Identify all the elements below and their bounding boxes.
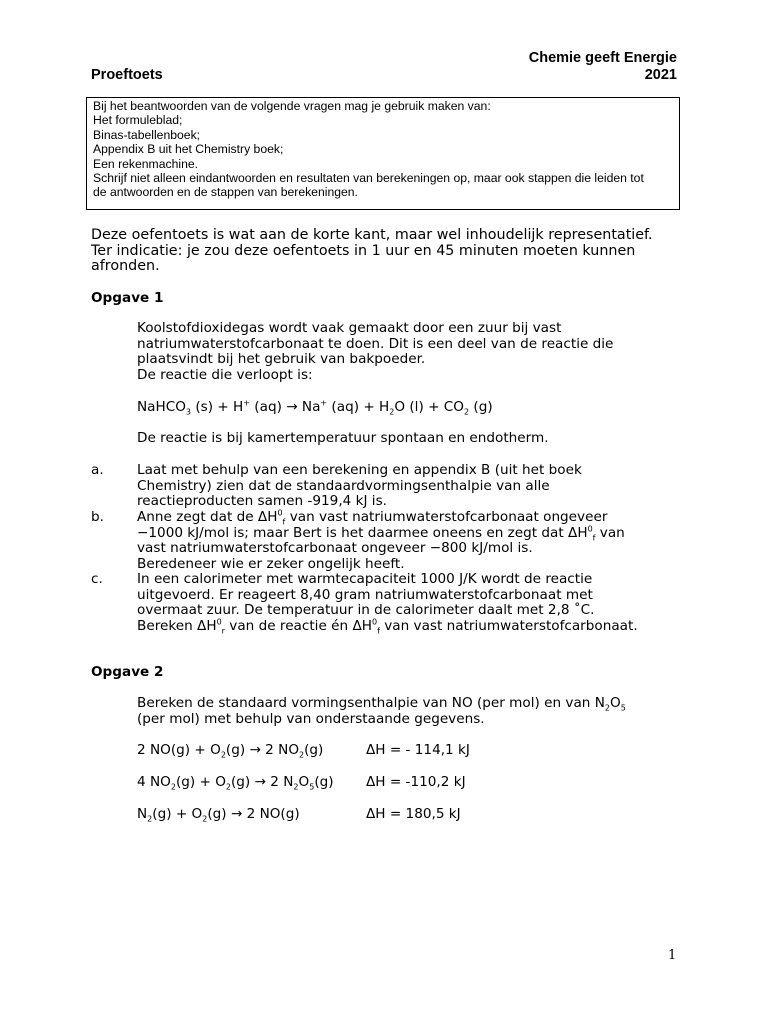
intro-line: afronden. — [91, 258, 160, 275]
q1a-label: a. — [91, 462, 104, 478]
q1-intro-line: natriumwaterstofcarbonaat te doen. Dit is een deel van de reactie die — [137, 335, 614, 352]
page-number: 1 — [668, 948, 677, 963]
course-name: Chemie geeft Energie — [528, 50, 677, 66]
instruction-line: Het formuleblad; — [93, 113, 183, 128]
instruction-line: Appendix B uit het Chemistry boek; — [93, 142, 284, 157]
q1-intro-line: plaatsvindt bij het gebruik van bakpoeder. — [137, 351, 426, 368]
course-year: 2021 — [644, 67, 677, 83]
q2-equation-2: 4 $NO_2(g) + O_2(g) \to 2$ $N_2O_5(g)$ — [137, 774, 334, 792]
intro-text — [91, 228, 653, 275]
q2-intro: Bereken de standaard vormingsenthalpie van NO (per mol) en van $N_2O_5$ (per mol) met behulp van onderstaande gegevens. — [137, 695, 626, 727]
instruction-line: Schrijf niet alleen eindantwoorden en resultaten van berekeningen op, maar ook stappen die leiden tot — [93, 171, 644, 186]
q1b-text: Anne zegt dat de $\Delta H^0_f$ van vast natriumwaterstofcarbonaat ongeveer −1000 kJ/mol is; maar Bert is het daarmee oneens en zegt dat $\Delta H^0_f$ van vast natriumwaterstofcarbonaat ongeveer −800 kJ/mol is. Beredeneer wie er zeker ongelijk heeft. — [137, 508, 625, 573]
q1-intro — [137, 321, 613, 384]
instruction-line: de antwoorden en de stappen van berekeningen. — [93, 185, 358, 200]
course-header — [529, 50, 677, 84]
q1-intro-line: De reactie die verloopt is: — [137, 367, 313, 384]
q1-note: De reactie is bij kamertemperatuur spontaan en endotherm. — [137, 430, 549, 446]
q2-enthalpy-2: ΔH = -110,2 kJ — [366, 774, 466, 790]
q1c-text: In een calorimeter met warmtecapaciteit 1000 J/K wordt de reactie uitgevoerd. Er reageert 8,40 gram natriumwaterstofcarbonaat met overmaat zuur. De temperatuur in de calorimeter daalt met 2,8 ˚C. Bereken $\Delta H^0_r$ van de reactie én $\Delta H^0_f$ van vast natriumwaterstofcarbonaat. — [137, 571, 638, 636]
q1-title: Opgave 1 — [91, 290, 164, 306]
q1c-label: c. — [91, 571, 103, 587]
q1-intro-line: Koolstofdioxidegas wordt vaak gemaakt door een zuur bij vast — [137, 320, 562, 336]
intro-line: Ter indicatie: je zou deze oefentoets in 1 uur en 45 minuten moeten kunnen — [91, 242, 636, 259]
doc-title: Proeftoets — [91, 67, 163, 83]
q2-enthalpy-3: ΔH = 180,5 kJ — [366, 806, 461, 822]
q2-equation-3: $N_2(g) + O_2(g) \to 2$ NO(g) — [137, 806, 300, 824]
q1b-label: b. — [91, 509, 104, 525]
instruction-line: Binas-tabellenboek; — [93, 127, 201, 142]
intro-line: Deze oefentoets is wat aan de korte kant, maar wel inhoudelijk representatief. — [91, 227, 653, 243]
q2-enthalpy-1: ΔH = - 114,1 kJ — [366, 742, 470, 758]
q2-title: Opgave 2 — [91, 664, 164, 680]
q1a-text: Laat met behulp van een berekening en appendix B (uit het boek Chemistry) zien dat de standaardvormingsenthalpie van alle reactieproducten samen -919,4 kJ is. — [137, 462, 582, 510]
q1-reaction: NaHCO$_3$ (s) + H+ (aq) → Na+ $(aq) + H_2O$ $(l) + CO_2$ (g) — [137, 398, 493, 417]
instruction-line: Bij het beantwoorden van de volgende vragen mag je gebruik maken van: — [93, 99, 491, 113]
instruction-line: Een rekenmachine. — [93, 156, 199, 171]
instructions-box — [86, 97, 680, 210]
q2-equation-1: 2 $NO(g) + O_2(g) \to 2$ $NO_2(g)$ — [137, 742, 324, 760]
